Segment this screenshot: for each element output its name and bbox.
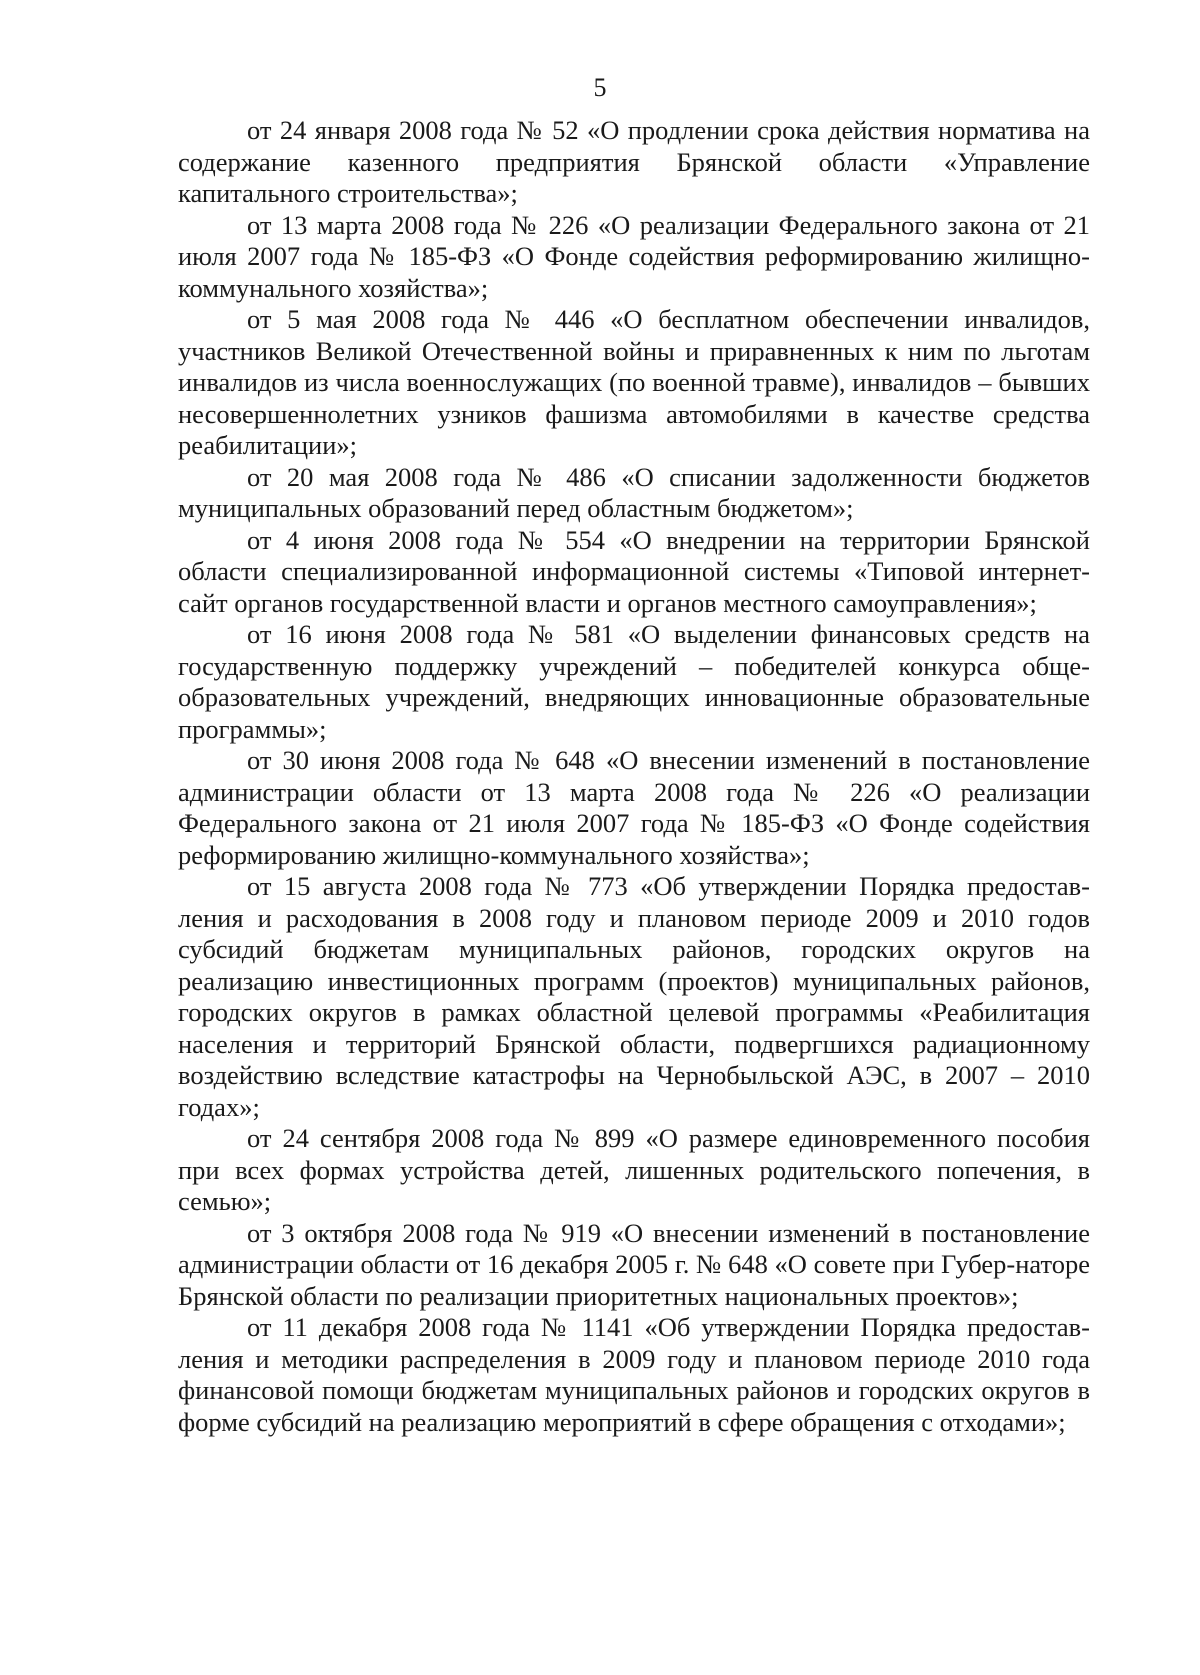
list-item: от 30 июня 2008 года № 648 «О внесении изменений в постановление администрации области от 13 марта 2008 года № 226 «О реализации Федерального закона от 21 июля 2007 года № 185-ФЗ «О Фонде содействия реформированию жилищно-коммунального хозяйства»;	[178, 745, 1090, 870]
list-item: от 11 декабря 2008 года № 1141 «Об утверждении Порядка предостав-ления и методики распределения в 2009 году и плановом периоде 2010 года финансовой помощи бюджетам муниципальных районов и городских округов в форме субсидий на реализацию мероприятий в сфере обращения с отходами»;	[178, 1312, 1090, 1437]
list-item: от 16 июня 2008 года № 581 «О выделении финансовых средств на государственную поддержку учреждений – победителей конкурса обще-образовательных учреждений, внедряющих инновационные образовательные программы»;	[178, 619, 1090, 744]
list-item: от 24 января 2008 года № 52 «О продлении срока действия норматива на содержание казенного предприятия Брянской области «Управление капитального строительства»;	[178, 115, 1090, 208]
list-item: от 24 сентября 2008 года № 899 «О размере единовременного пособия при всех формах устройства детей, лишенных родительского попечения, в семью»;	[178, 1123, 1090, 1216]
list-item: от 20 мая 2008 года № 486 «О списании задолженности бюджетов муниципальных образований перед областным бюджетом»;	[178, 461, 1090, 523]
document-body	[178, 115, 1090, 1438]
list-item: от 5 мая 2008 года № 446 «О бесплатном обеспечении инвалидов, участников Великой Отечественной войны и приравненных к ним по льготам инвалидов из числа военнослужащих (по военной травме), инвалидов – бывших несовершеннолетних узников фашизма автомобилями в качестве средства реабилитации»;	[178, 304, 1090, 460]
list-item: от 13 марта 2008 года № 226 «О реализации Федерального закона от 21 июля 2007 года № 185-ФЗ «О Фонде содействия реформированию жилищно-коммунального хозяйства»;	[178, 209, 1090, 303]
list-item: от 3 октября 2008 года № 919 «О внесении изменений в постановление администрации области от 16 декабря 2005 г. № 648 «О совете при Губер-наторе Брянской области по реализации приоритетных национальных проектов»;	[178, 1217, 1090, 1311]
list-item: от 4 июня 2008 года № 554 «О внедрении на территории Брянской области специализированной информационной системы «Типовой интернет-сайт органов государственной власти и органов местного самоуправления»;	[178, 524, 1090, 618]
list-item: от 15 августа 2008 года № 773 «Об утверждении Порядка предостав-ления и расходования в 2008 году и плановом периоде 2009 и 2010 годов субсидий бюджетам муниципальных районов, городских округов на реализацию инвестиционных программ (проектов) муниципальных районов, городских округов в рамках областной целевой программы «Реабилитация населения и территорий Брянской области, подвергшихся радиационному воздействию вследствие катастрофы на Чернобыльской АЭС, в 2007 – 2010 годах»;	[178, 871, 1090, 1122]
page-number: 5	[593, 73, 607, 102]
